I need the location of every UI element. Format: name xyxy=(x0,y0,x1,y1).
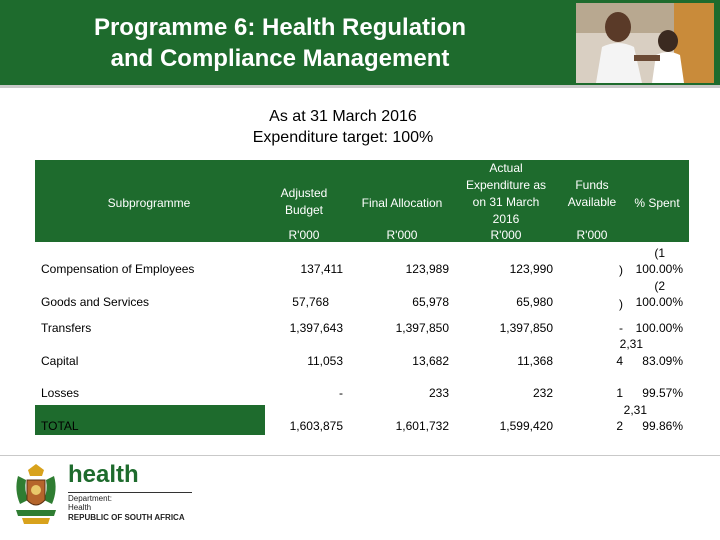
header-adjusted-line1: Adjusted xyxy=(280,186,328,200)
row-actual-expenditure: 65,980 xyxy=(516,295,553,309)
row-spent-overflow: 2,31 xyxy=(619,337,643,351)
row-adjusted-budget: 11,053 xyxy=(307,354,343,368)
header-actual-line2: Expenditure as xyxy=(465,178,547,192)
footer-divider xyxy=(0,455,720,456)
row-adjusted-budget: 1,397,643 xyxy=(289,321,343,335)
header-final-allocation: Final Allocation xyxy=(361,196,443,210)
coat-of-arms-icon xyxy=(10,460,62,530)
row-funds-available: ) xyxy=(619,297,623,311)
row-funds-available: - xyxy=(619,321,623,335)
logo-underline xyxy=(68,492,192,493)
row-actual-expenditure: 1,599,420 xyxy=(499,419,553,433)
dept-label: Department: xyxy=(68,494,113,503)
banner-photo xyxy=(576,3,714,83)
header-subprogramme: Subprogramme xyxy=(107,196,191,210)
row-spent-overflow: 2,31 xyxy=(623,403,647,417)
header-funds-available xyxy=(557,177,627,211)
row-actual-expenditure: 123,990 xyxy=(509,262,553,276)
header-percent-spent: % Spent xyxy=(634,196,680,210)
row-final-allocation: 233 xyxy=(428,386,449,400)
row-percent-spent: 100.00% xyxy=(635,295,683,309)
expenditure-table xyxy=(35,160,689,435)
row-adjusted-budget: 1,603,875 xyxy=(289,419,343,433)
row-funds-available: ) xyxy=(619,263,623,277)
slide-title-line2: and Compliance Management xyxy=(110,45,450,72)
row-actual-expenditure: 11,368 xyxy=(517,354,553,368)
slide-title xyxy=(20,12,540,74)
header-unit-adjusted: R'000 xyxy=(288,228,320,242)
country-name: REPUBLIC OF SOUTH AFRICA xyxy=(68,513,185,522)
dept-name: Health xyxy=(68,503,92,512)
header-adjusted-line2: Budget xyxy=(284,203,324,217)
row-subprogramme: Capital xyxy=(41,354,79,368)
row-percent-spent: 100.00% xyxy=(635,262,683,276)
coat-of-arms-logo xyxy=(10,460,62,530)
row-percent-spent: 100.00% xyxy=(635,321,683,335)
row-percent-spent: 99.86% xyxy=(642,419,683,433)
row-funds-available: 4 xyxy=(616,354,623,368)
row-final-allocation: 1,397,850 xyxy=(395,321,449,335)
row-final-allocation: 13,682 xyxy=(412,354,449,368)
header-unit-final: R'000 xyxy=(386,228,418,242)
header-funds-line1: Funds xyxy=(575,178,609,192)
header-unit-actual: R'000 xyxy=(490,228,522,242)
row-adjusted-budget: - xyxy=(339,386,343,400)
row-spent-overflow: (2 xyxy=(654,279,665,293)
row-funds-available: 2 xyxy=(616,419,623,433)
header-unit-funds: R'000 xyxy=(576,228,608,242)
header-adjusted-budget xyxy=(261,185,347,219)
row-subprogramme: Losses xyxy=(41,386,80,400)
row-adjusted-budget: 137,411 xyxy=(300,262,343,276)
row-actual-expenditure: 232 xyxy=(532,386,553,400)
banner-divider xyxy=(0,85,720,88)
row-percent-spent: 83.09% xyxy=(642,354,683,368)
header-actual-line4: 2016 xyxy=(492,212,520,226)
row-funds-available: 1 xyxy=(616,386,623,400)
row-final-allocation: 123,989 xyxy=(405,262,449,276)
header-actual-expenditure xyxy=(453,160,559,228)
health-logo-wordmark: health xyxy=(68,461,139,488)
header-funds-line2: Available xyxy=(567,195,617,209)
header-actual-line1: Actual xyxy=(489,161,523,175)
row-percent-spent: 99.57% xyxy=(642,386,683,400)
subtitle-target: Expenditure target: 100% xyxy=(252,129,434,146)
header-actual-line3: on 31 March xyxy=(472,195,540,209)
table-header xyxy=(35,160,689,242)
slide-title-line1: Programme 6: Health Regulation xyxy=(93,14,467,41)
row-subprogramme: Compensation of Employees xyxy=(41,262,195,276)
subtitle xyxy=(0,106,686,148)
row-subprogramme: Transfers xyxy=(41,321,92,335)
row-adjusted-budget: 57,768 xyxy=(292,295,329,309)
row-actual-expenditure: 1,397,850 xyxy=(499,321,553,335)
row-final-allocation: 1,601,732 xyxy=(395,419,449,433)
row-final-allocation: 65,978 xyxy=(412,295,449,309)
row-spent-overflow: (1 xyxy=(654,246,665,260)
banner-photo-illustration xyxy=(576,3,714,83)
row-subprogramme: TOTAL xyxy=(41,419,79,433)
subtitle-date: As at 31 March 2016 xyxy=(269,108,417,125)
row-subprogramme: Goods and Services xyxy=(41,295,150,309)
